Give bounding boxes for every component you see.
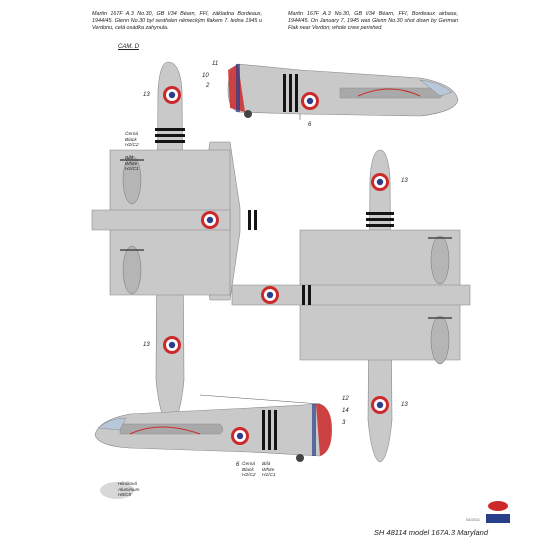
side-view-top xyxy=(228,64,458,120)
caption-czech: Martin 167F A.3 No.30, GB I/34 Béarn, FFI, základna Bordeaux, 1944/45. Glenn No.30 byl sestřelen německým flakem 7. ledna 1945 u Verdonu, celá osádka zahynula. xyxy=(92,11,262,31)
callout-number-13-d: 13 xyxy=(401,402,408,408)
callout-number-3: 3 xyxy=(342,420,346,426)
callout-number-6: 6 xyxy=(308,122,312,128)
callout-black-bottom: Černá Black H2/C2 xyxy=(242,462,256,479)
callout-number-13-c: 13 xyxy=(401,178,408,184)
callout-number-10: 10 xyxy=(202,73,209,79)
callout-white-bottom: Bílá White H1/C1 xyxy=(262,462,276,479)
callout-number-11: 11 xyxy=(212,61,219,67)
callout-number-6-bottom: 6 xyxy=(236,462,240,468)
side-view-bottom xyxy=(95,395,332,462)
plan-view-left xyxy=(92,62,257,428)
callout-number-2: 2 xyxy=(206,83,210,89)
callout-number-12: 12 xyxy=(342,396,349,402)
brand-logos xyxy=(464,500,510,526)
caption-english: Martin 167F A.3 No.30, GB I/34 Béarn, FFI, Bordeaux airbase, 1944/45. On January 7, 1945 was Glenn No.30 shot down by German Flak near Verdon; whole crew perished. xyxy=(288,11,458,31)
swatch-label: Hliníková Aluminium H8/C8 xyxy=(118,481,140,498)
revision-code: 03/2011 xyxy=(465,517,480,522)
callout-number-13-b: 13 xyxy=(143,342,150,348)
callout-white: Bílá White H1/C1 xyxy=(125,156,139,173)
camo-label: CAM. D xyxy=(118,44,139,50)
callout-number-14: 14 xyxy=(342,408,349,414)
callout-black: Černá Black H2/C2 xyxy=(125,132,139,149)
kit-title: SH 48114 model 167A.3 Maryland xyxy=(373,528,488,537)
callout-number-13-a: 13 xyxy=(143,92,150,98)
